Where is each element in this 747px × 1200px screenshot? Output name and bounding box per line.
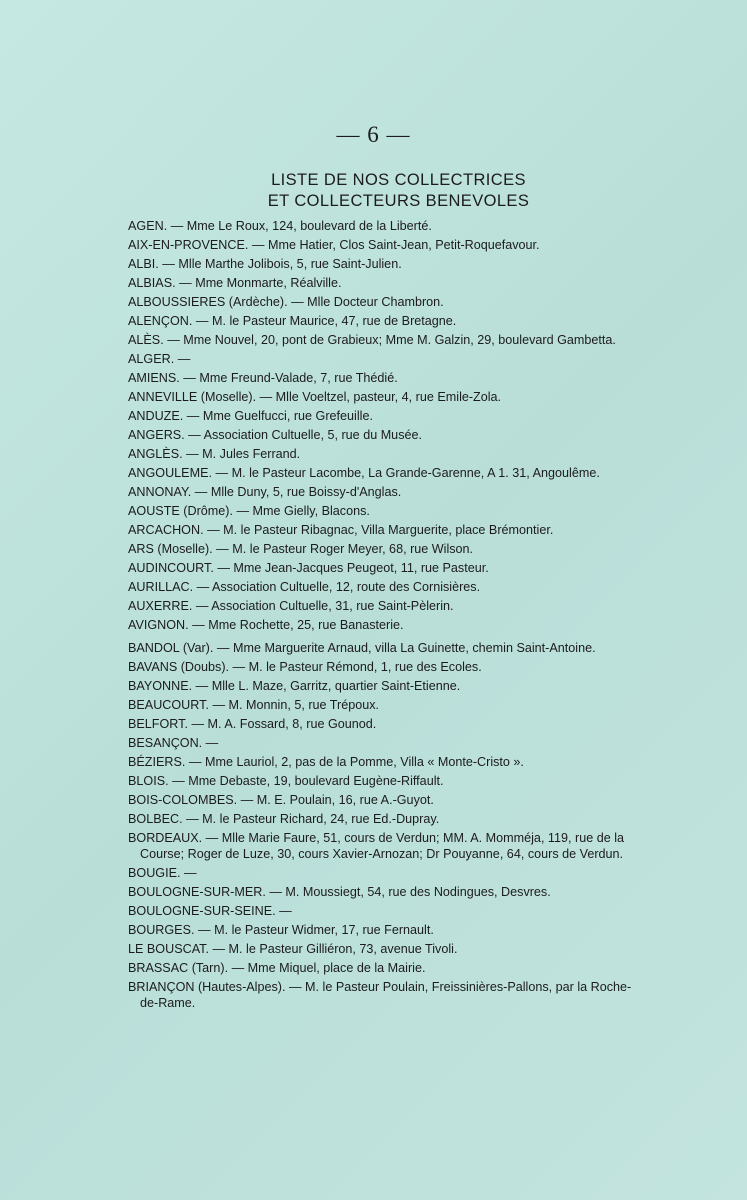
city-name: BÉZIERS. — [128, 755, 186, 769]
city-name: AOUSTE (Drôme). — [128, 504, 233, 518]
list-item — [128, 275, 648, 291]
entry-text: — Association Cultuelle, 5, rue du Musée. — [184, 428, 422, 442]
entry-text: — — [180, 866, 197, 880]
list-item — [128, 865, 648, 881]
list-item — [128, 773, 648, 789]
list-item — [128, 941, 648, 957]
city-name: AMIENS. — [128, 371, 180, 385]
list-item — [128, 598, 648, 614]
city-name: ALENÇON. — [128, 314, 193, 328]
city-name: ALGER. — [128, 352, 175, 366]
list-item — [128, 697, 648, 713]
entry-text: — M. le Pasteur Maurice, 47, rue de Bretagne. — [192, 314, 457, 328]
entry-text: — — [202, 736, 219, 750]
list-item — [128, 313, 648, 329]
entry-text: — M. E. Poulain, 16, rue A.-Guyot. — [237, 793, 434, 807]
list-item — [128, 811, 648, 827]
title-line-1: LISTE DE NOS COLLECTRICES — [271, 171, 526, 189]
list-item — [128, 640, 648, 656]
list-item — [128, 351, 648, 367]
city-name: BAYONNE. — [128, 679, 193, 693]
entry-text: — M. A. Fossard, 8, rue Gounod. — [187, 717, 377, 731]
list-item — [128, 735, 648, 751]
entry-text: — Mme Monmarte, Réalville. — [175, 276, 342, 290]
list-item — [128, 541, 648, 557]
entry-text: — Mme Marguerite Arnaud, villa La Guinette, chemin Saint-Antoine. — [213, 641, 596, 655]
entry-text: — M. le Pasteur Rémond, 1, rue des Ecoles. — [229, 660, 482, 674]
entry-text: — Association Cultuelle, 31, rue Saint-Pèlerin. — [192, 599, 454, 613]
list-item — [128, 370, 648, 386]
city-name: BRASSAC (Tarn). — [128, 961, 229, 975]
city-name: ALBOUSSIERES (Ardèche). — [128, 295, 288, 309]
list-item — [128, 484, 648, 500]
list-item — [128, 830, 648, 862]
city-name: BANDOL (Var). — [128, 641, 214, 655]
city-name: ANNONAY. — [128, 485, 192, 499]
city-name: ANGLÈS. — [128, 447, 183, 461]
list-item — [128, 522, 648, 538]
city-name: BOULOGNE-SUR-SEINE. — [128, 904, 276, 918]
list-item — [128, 903, 648, 919]
list-item — [128, 503, 648, 519]
city-name: ANNEVILLE (Moselle). — [128, 390, 257, 404]
city-name: ANDUZE. — [128, 409, 184, 423]
city-name: BORDEAUX. — [128, 831, 203, 845]
list-item — [128, 960, 648, 976]
page-title — [0, 170, 747, 212]
entry-text: — Mme Jean-Jacques Peugeot, 11, rue Pasteur. — [213, 561, 489, 575]
entry-text: — Mlle Marie Faure, 51, cours de Verdun; MM. A. Momméja, 119, rue de la Course; Roger de Luze, 30, cours Xavier-Arnozan; Dr Pouyanne, 64, cours de Verdun. — [140, 831, 625, 861]
list-item — [128, 979, 648, 1011]
list-item — [128, 678, 648, 694]
city-name: BOIS-COLOMBES. — [128, 793, 238, 807]
entry-text: — Association Cultuelle, 12, route des Cornisières. — [193, 580, 481, 594]
entry-text: — Mme Lauriol, 2, pas de la Pomme, Villa « Monte-Cristo ». — [185, 755, 524, 769]
list-item — [128, 792, 648, 808]
list-item — [128, 922, 648, 938]
entry-text: — Mme Le Roux, 124, boulevard de la Liberté. — [167, 219, 432, 233]
list-item — [128, 754, 648, 770]
entry-text: — Mme Nouvel, 20, pont de Grabieux; Mme M. Galzin, 29, boulevard Gambetta. — [163, 333, 616, 347]
list-item — [128, 332, 648, 348]
city-name: LE BOUSCAT. — [128, 942, 209, 956]
entry-text: — M. Monnin, 5, rue Trépoux. — [208, 698, 380, 712]
entry-text: — M. le Pasteur Roger Meyer, 68, rue Wilson. — [212, 542, 474, 556]
list-item — [128, 237, 648, 253]
city-name: ALBI. — [128, 257, 159, 271]
entry-text: — M. le Pasteur Lacombe, La Grande-Garenne, A 1. 31, Angoulême. — [211, 466, 600, 480]
list-item — [128, 560, 648, 576]
list-item — [128, 617, 648, 633]
city-name: AURILLAC. — [128, 580, 194, 594]
city-name: AVIGNON. — [128, 618, 189, 632]
entry-text: — M. le Pasteur Richard, 24, rue Ed.-Dupray. — [182, 812, 440, 826]
city-name: AUDINCOURT. — [128, 561, 214, 575]
list-item — [128, 218, 648, 234]
entry-text: — — [174, 352, 191, 366]
entry-text: — M. Moussiegt, 54, rue des Nodingues, Desvres. — [265, 885, 551, 899]
title-line-2: ET COLLECTEURS BENEVOLES — [267, 192, 530, 210]
list-item — [128, 716, 648, 732]
list-item — [128, 256, 648, 272]
city-name: ARCACHON. — [128, 523, 204, 537]
city-name: BLOIS. — [128, 774, 169, 788]
city-name: ARS (Moselle). — [128, 542, 213, 556]
entry-text: — Mlle Docteur Chambron. — [287, 295, 444, 309]
entry-text: — M. Jules Ferrand. — [182, 447, 301, 461]
list-item — [128, 465, 648, 481]
city-name: BELFORT. — [128, 717, 188, 731]
entry-text: — Mme Freund-Valade, 7, rue Thédié. — [179, 371, 398, 385]
entry-text: — Mme Hatier, Clos Saint-Jean, Petit-Roquefavour. — [248, 238, 540, 252]
city-name: BOURGES. — [128, 923, 195, 937]
city-name: ALBIAS. — [128, 276, 176, 290]
entry-text: — M. le Pasteur Widmer, 17, rue Fernault. — [194, 923, 434, 937]
list-item — [128, 389, 648, 405]
entry-text: — Mlle Duny, 5, rue Boissy-d'Anglas. — [191, 485, 402, 499]
entry-text: — Mlle L. Maze, Garritz, quartier Saint-Etienne. — [192, 679, 461, 693]
city-name: AGEN. — [128, 219, 168, 233]
list-item — [128, 659, 648, 675]
entry-text: — Mme Gielly, Blacons. — [232, 504, 370, 518]
entry-text: — M. le Pasteur Gilliéron, 73, avenue Tivoli. — [208, 942, 458, 956]
entry-text: — M. le Pasteur Poulain, Freissinières-Pallons, par la Roche-de-Rame. — [140, 980, 632, 1010]
entry-text: — Mlle Voeltzel, pasteur, 4, rue Emile-Zola. — [256, 390, 502, 404]
city-name: ANGERS. — [128, 428, 185, 442]
city-name: ANGOULEME. — [128, 466, 212, 480]
entry-text: — — [275, 904, 292, 918]
entry-text: — Mme Rochette, 25, rue Banasterie. — [188, 618, 404, 632]
city-name: BOULOGNE-SUR-MER. — [128, 885, 266, 899]
collector-list — [128, 218, 648, 1014]
city-name: AIX-EN-PROVENCE. — [128, 238, 249, 252]
city-name: BEAUCOURT. — [128, 698, 209, 712]
entry-text: — Mlle Marthe Jolibois, 5, rue Saint-Julien. — [158, 257, 402, 271]
city-name: BOUGIE. — [128, 866, 181, 880]
city-name: ALÈS. — [128, 333, 164, 347]
city-name: AUXERRE. — [128, 599, 193, 613]
city-name: BOLBEC. — [128, 812, 183, 826]
city-name: BAVANS (Doubs). — [128, 660, 230, 674]
city-name: BESANÇON. — [128, 736, 203, 750]
page-number: — 6 — — [336, 122, 411, 147]
list-item — [128, 884, 648, 900]
list-item — [128, 408, 648, 424]
city-name: BRIANÇON (Hautes-Alpes). — [128, 980, 286, 994]
entry-text: — Mme Debaste, 19, boulevard Eugène-Riffault. — [168, 774, 444, 788]
list-item — [128, 446, 648, 462]
list-item — [128, 579, 648, 595]
entry-text: — M. le Pasteur Ribagnac, Villa Marguerite, place Brémontier. — [203, 523, 554, 537]
entry-text: — Mme Miquel, place de la Mairie. — [228, 961, 426, 975]
entry-text: — Mme Guelfucci, rue Grefeuille. — [183, 409, 373, 423]
list-item — [128, 427, 648, 443]
list-item — [128, 294, 648, 310]
